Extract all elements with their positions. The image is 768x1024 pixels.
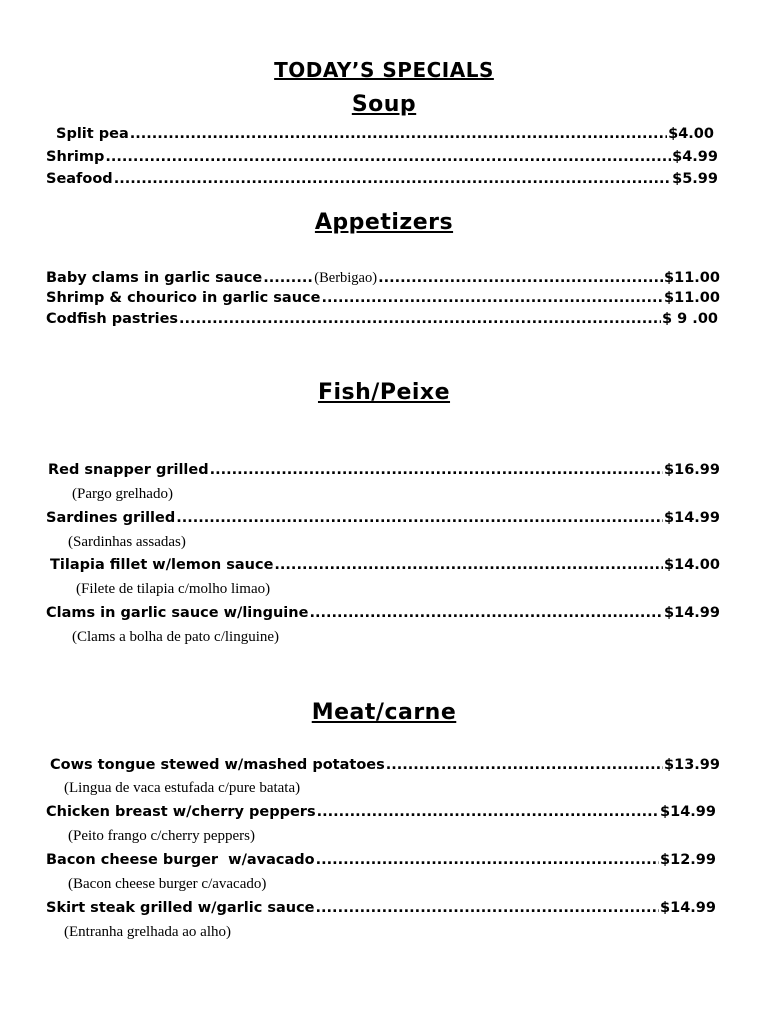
item-price: $4.00 — [668, 126, 714, 142]
section-heading-appetizers: Appetizers — [314, 210, 454, 235]
item-name: Baby clams in garlic sauce — [46, 270, 263, 286]
item-translation: (Lingua de vaca estufada c/pure batata) — [64, 780, 301, 796]
item-name: Skirt steak grilled w/garlic sauce — [46, 900, 315, 916]
menu-item — [46, 270, 720, 287]
dot-leader — [274, 557, 663, 573]
item-price: $11.00 — [664, 270, 720, 286]
item-name: Tilapia fillet w/lemon sauce — [50, 557, 274, 573]
menu-item — [46, 149, 718, 165]
menu-item — [46, 311, 718, 327]
item-price: $14.00 — [664, 557, 720, 573]
item-price: $12.99 — [660, 852, 716, 868]
menu-item — [46, 290, 720, 306]
dot-leader — [317, 804, 659, 820]
section-heading-soup: Soup — [351, 92, 417, 117]
item-name: Bacon cheese burger w/avacado — [46, 852, 315, 868]
page-title: TODAY’S SPECIALS — [274, 58, 494, 82]
dot-leader — [130, 126, 667, 142]
item-name: Shrimp & chourico in garlic sauce — [46, 290, 321, 306]
item-name: Clams in garlic sauce w/linguine — [46, 605, 309, 621]
item-translation: (Clams a bolha de pato c/linguine) — [72, 629, 280, 645]
item-price: $14.99 — [664, 510, 720, 526]
dot-leader — [321, 290, 663, 306]
item-price: $4.99 — [672, 149, 718, 165]
dot-leader — [386, 757, 663, 773]
menu-item — [46, 852, 716, 868]
menu-item — [46, 900, 716, 916]
item-name: Chicken breast w/cherry peppers — [46, 804, 316, 820]
item-price: $16.99 — [664, 462, 720, 478]
section-heading-fish: Fish/Peixe — [317, 380, 451, 405]
dot-leader — [176, 510, 663, 526]
item-translation: (Pargo grelhado) — [72, 486, 173, 502]
item-translation: (Peito frango c/cherry peppers) — [68, 828, 256, 844]
menu-item — [46, 510, 720, 526]
item-name: Cows tongue stewed w/mashed potatoes — [50, 757, 385, 773]
item-name: Seafood — [46, 171, 113, 187]
item-translation: (Filete de tilapia c/molho limao) — [76, 581, 271, 597]
item-name: Shrimp — [46, 149, 105, 165]
item-price: $ 9 .00 — [662, 311, 718, 327]
menu-item — [46, 804, 716, 820]
item-translation: (Sardinhas assadas) — [68, 534, 186, 550]
menu-item — [48, 462, 720, 478]
item-name: Split pea — [56, 126, 129, 142]
item-name: Red snapper grilled — [48, 462, 209, 478]
item-price: $5.99 — [672, 171, 718, 187]
dot-leader — [316, 900, 660, 916]
menu-item — [46, 605, 720, 621]
dot-leader — [114, 171, 671, 187]
item-name: Sardines grilled — [46, 510, 176, 526]
item-price: $14.99 — [660, 804, 716, 820]
item-price: $13.99 — [664, 757, 720, 773]
item-price: $11.00 — [664, 290, 720, 306]
section-heading-meat: Meat/carne — [311, 700, 457, 725]
dot-leader — [378, 270, 663, 286]
dot-leader — [179, 311, 661, 327]
dot-leader — [263, 270, 313, 286]
menu-item — [46, 171, 718, 187]
item-translation: (Entranha grelhada ao alho) — [64, 924, 231, 940]
dot-leader — [316, 852, 659, 868]
dot-leader — [105, 149, 671, 165]
menu-item — [56, 126, 714, 142]
item-note: (Berbigao) — [314, 270, 378, 286]
item-price: $14.99 — [664, 605, 720, 621]
menu-item — [50, 757, 720, 773]
dot-leader — [210, 462, 663, 478]
item-translation: (Bacon cheese burger c/avacado) — [68, 876, 267, 892]
menu-item — [50, 557, 720, 573]
item-name: Codfish pastries — [46, 311, 179, 327]
item-price: $14.99 — [660, 900, 716, 916]
dot-leader — [309, 605, 663, 621]
